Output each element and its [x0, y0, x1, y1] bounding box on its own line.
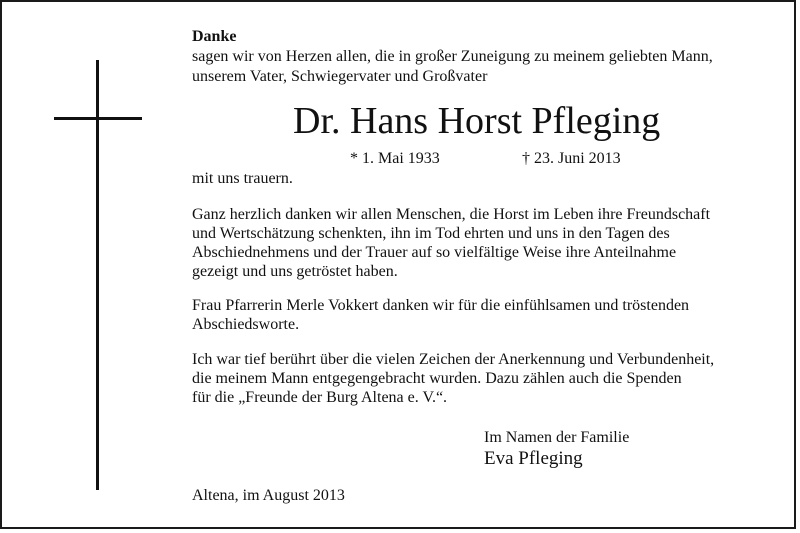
paragraph2-line1: Frau Pfarrerin Merle Vokkert danken wir für die einfühlsamen und tröstenden [192, 297, 690, 314]
paragraph1-line4: gezeigt und uns getröstet haben. [192, 263, 398, 280]
paragraph1-line2: und Wertschätzung schenkten, ihn im Tod ehrten und uns in den Tagen des [192, 225, 670, 242]
paragraph3-line3: für die „Freunde der Burg Altena e. V.“. [192, 389, 448, 406]
paragraph2-line2: Abschiedsworte. [192, 316, 300, 333]
birth-date: * 1. Mai 1933 [350, 150, 440, 167]
place-date: Altena, im August 2013 [192, 487, 345, 504]
family-label: Im Namen der Familie [484, 429, 630, 446]
paragraph1-line3: Abschiednehmens und der Trauer auf so vielfältige Weise ihre Anteilnahme [192, 244, 677, 261]
paragraph3-line1: Ich war tief berührt über die vielen Zeichen der Anerkennung und Verbundenheit, [192, 351, 715, 368]
signature: Eva Pfleging [484, 448, 583, 469]
mourning-line: mit uns trauern. [192, 170, 293, 187]
paragraph1-line1: Ganz herzlich danken wir allen Menschen, die Horst im Leben ihre Freundschaft [192, 206, 711, 223]
intro-line-1: sagen wir von Herzen allen, die in großer Zuneigung zu meinem geliebten Mann, [192, 48, 713, 65]
paragraph3-line2: die meinem Mann entgegengebracht wurden. Dazu zählen auch die Spenden [192, 370, 682, 387]
heading: Danke [192, 28, 237, 45]
cross-icon-bar [54, 117, 142, 120]
intro-line-2: unserem Vater, Schwiegervater und Großvater [192, 68, 488, 85]
deceased-name: Dr. Hans Horst Pfleging [293, 100, 661, 142]
death-date: † 23. Juni 2013 [522, 150, 621, 167]
cross-icon [96, 60, 99, 490]
